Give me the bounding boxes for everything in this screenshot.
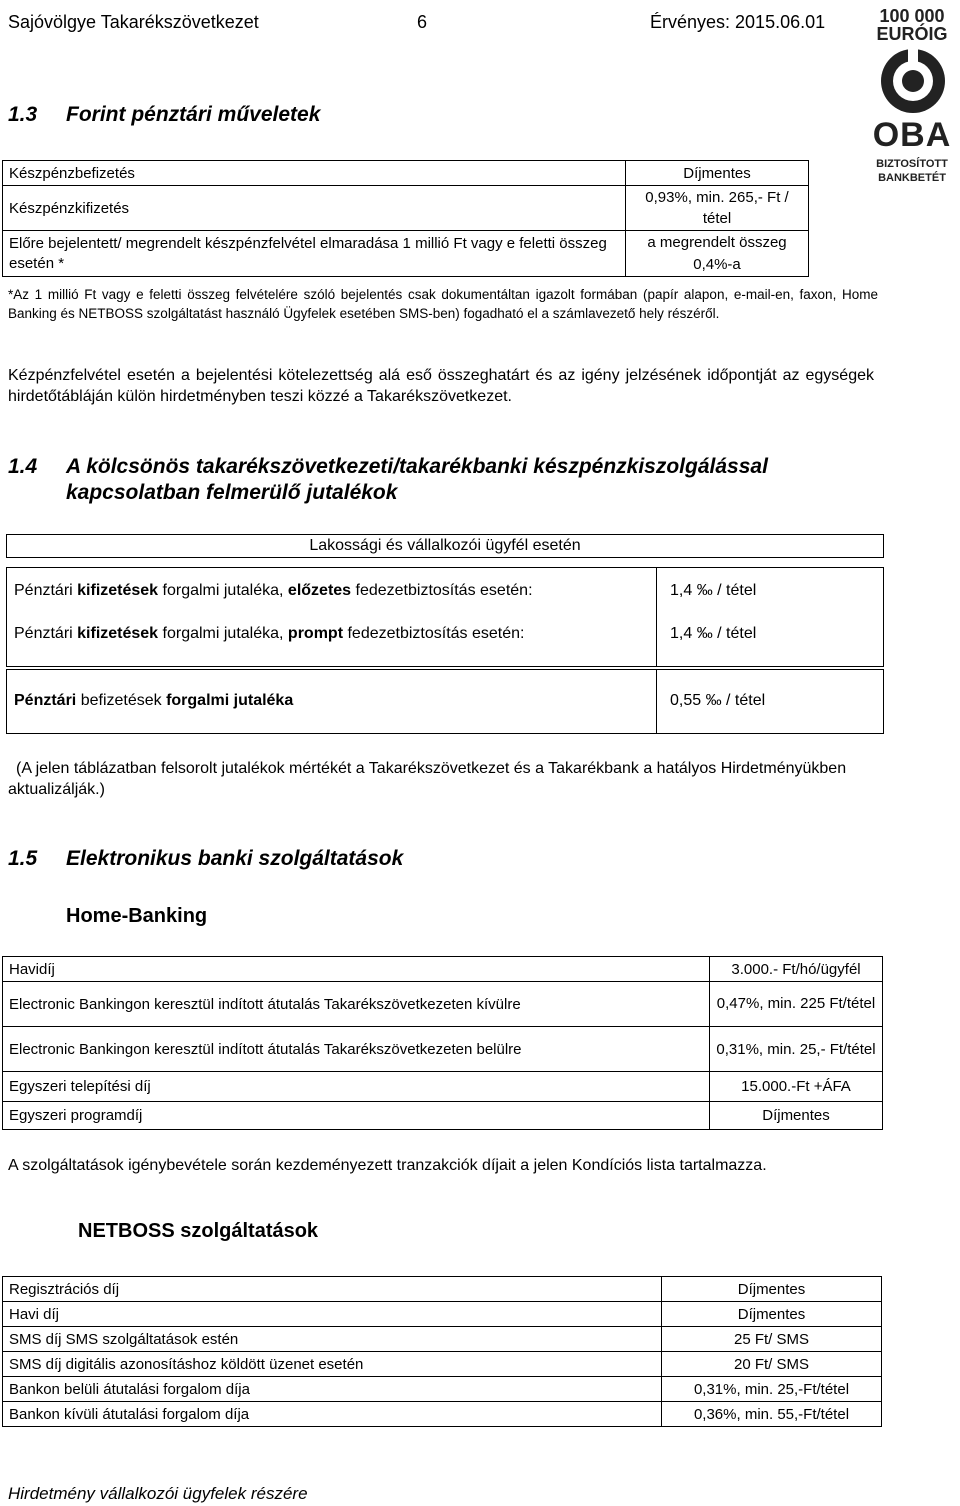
table-header-text: Lakossági és vállalkozói ügyfél esetén	[309, 537, 581, 554]
section-1-3-note: *Az 1 millió Ft vagy e feletti összeg felvételére szóló bejelentés csak dokumentáltan igazolt formában (papír alapon, e-mail-en, faxon, Home Banking és NETBOSS szolgáltatást használó Ügyfelek esetében SMS-ben) fogadható el a számlavezető hely részéről.	[8, 287, 878, 321]
row-text: fedezetbiztosítás esetén:	[343, 625, 525, 642]
table-divider	[656, 669, 657, 734]
section-1-4-number: 1.4	[8, 455, 38, 478]
table-row	[3, 186, 809, 231]
row-text-bold: prompt	[287, 625, 344, 642]
row-value: 20 Ft/ SMS	[662, 1352, 882, 1377]
row-label: Havi díj	[3, 1302, 662, 1327]
netboss-title: NETBOSS szolgáltatások	[78, 1220, 319, 1242]
logo-line3: BIZTOSÍTOTT	[876, 158, 948, 170]
row-label: Készpénzkifizetés	[3, 186, 626, 231]
table-row	[3, 982, 883, 1027]
section-1-3-paragraph: Kézpénzfelvétel esetén a bejelentési kötelezettség alá eső összeghatárt és az igény jelzésének időpontját az egységek hirdetőtábláján külön hirdetményben teszi közzé a Takarékszövetkezet.	[8, 367, 874, 405]
row-text-bold: forgalmi jutaléka	[166, 692, 294, 709]
table-row	[14, 692, 293, 710]
table-row	[3, 1102, 883, 1130]
home-banking-table	[2, 956, 883, 1130]
row-label: Bankon belüli átutalási forgalom díja	[3, 1377, 662, 1402]
table-row	[3, 161, 809, 186]
page-number: 6	[417, 12, 428, 32]
row-text-bold: kifizetések	[77, 582, 159, 599]
row-text: Pénztári	[14, 625, 78, 642]
jutalek-table	[6, 534, 884, 734]
table-row	[3, 1377, 882, 1402]
row-text-bold: kifizetések	[77, 625, 159, 642]
row-text: Pénztári	[14, 582, 78, 599]
row-value: 0,31%, min. 25,- Ft/tétel	[710, 1027, 883, 1072]
row-text-bold: előzetes	[287, 582, 352, 599]
pénztári-table	[2, 160, 809, 277]
row-value: Díjmentes	[662, 1302, 882, 1327]
row-label: Electronic Bankingon keresztül indított átutalás Takarékszövetkezeten kívülre	[3, 982, 710, 1027]
table-row	[3, 1277, 882, 1302]
shield-icon	[878, 46, 948, 116]
row-value: a megrendelt összeg 0,4%-a	[626, 231, 809, 277]
row-value: Díjmentes	[662, 1277, 882, 1302]
row-value: 0,55 ‰ / tétel	[670, 692, 766, 709]
home-banking-paragraph: A szolgáltatások igénybevétele során kezdeményezett tranzakciók díjait a jelen Kondíciós lista tartalmazza.	[8, 1157, 767, 1174]
row-label: Készpénzbefizetés	[3, 161, 626, 186]
table-row	[3, 1027, 883, 1072]
row-text-bold: Pénztári	[14, 692, 77, 709]
logo-euroig: EURÓIG	[876, 24, 948, 44]
row-text: forgalmi jutaléka,	[158, 582, 288, 599]
page-footer: Hirdetmény vállalkozói ügyfelek részére	[8, 1484, 308, 1503]
logo-line4: BANKBETÉT	[878, 172, 946, 184]
header-validity: Érvényes: 2015.06.01	[650, 12, 826, 32]
section-1-4-note: (A jelen táblázatban felsorolt jutalékok mértékét a Takarékszövetkezet és a Takarékbank a hatályos Hirdetményükben aktualizálják.)	[8, 760, 847, 798]
section-1-5-title: Elektronikus banki szolgáltatások	[66, 847, 404, 870]
row-label: Előre bejelentett/ megrendelt készpénzfelvétel elmaradása 1 millió Ft vagy e feletti összeg esetén *	[3, 231, 626, 277]
row-label: SMS díj digitális azonosításhoz köldött üzenet esetén	[3, 1352, 662, 1377]
row-label: SMS díj SMS szolgáltatások estén	[3, 1327, 662, 1352]
row-value: 15.000.-Ft +ÁFA	[710, 1072, 883, 1102]
row-value: 0,31%, min. 25,-Ft/tétel	[662, 1377, 882, 1402]
section-1-4-title-line1: A kölcsönös takarékszövetkezeti/takarékbanki készpénzkiszolgálással	[66, 455, 768, 478]
row-label: Bankon kívüli átutalási forgalom díja	[3, 1402, 662, 1427]
logo-brand: OBA	[872, 116, 952, 154]
row-value: Díjmentes	[626, 161, 809, 186]
section-1-3-title: Forint pénztári műveletek	[66, 103, 321, 126]
table-row	[3, 957, 883, 982]
row-label: Egyszeri telepítési díj	[3, 1072, 710, 1102]
row-value: 25 Ft/ SMS	[662, 1327, 882, 1352]
row-value: 0,93%, min. 265,- Ft / tétel	[626, 186, 809, 231]
netboss-table	[2, 1276, 882, 1427]
table-row	[3, 1072, 883, 1102]
section-1-4-title-line2: kapcsolatban felmerülő jutalékok	[66, 481, 398, 504]
table-row	[14, 625, 524, 643]
table-divider	[656, 567, 657, 667]
table-row	[3, 1352, 882, 1377]
row-value: 1,4 ‰ / tétel	[670, 625, 757, 642]
row-label: Egyszeri programdíj	[3, 1102, 710, 1130]
row-text: befizetések	[76, 692, 167, 709]
row-value: 1,4 ‰ / tétel	[670, 582, 757, 599]
table-row	[3, 1302, 882, 1327]
header-org: Sajóvölgye Takarékszövetkezet	[8, 12, 259, 32]
row-label: Electronic Bankingon keresztül indított átutalás Takarékszövetkezeten belülre	[3, 1027, 710, 1072]
row-text: forgalmi jutaléka,	[158, 625, 288, 642]
home-banking-title: Home-Banking	[66, 905, 208, 927]
table-row	[3, 231, 809, 277]
row-value: 0,47%, min. 225 Ft/tétel	[710, 982, 883, 1027]
row-text: fedezetbiztosítás esetén:	[351, 582, 533, 599]
logo-amount: 100 000	[879, 6, 945, 26]
row-label: Regisztrációs díj	[3, 1277, 662, 1302]
table-row	[3, 1327, 882, 1352]
table-header	[6, 534, 884, 558]
row-value: 3.000.- Ft/hó/ügyfél	[710, 957, 883, 982]
row-value: 0,36%, min. 55,-Ft/tétel	[662, 1402, 882, 1427]
table-row	[3, 1402, 882, 1427]
row-value: Díjmentes	[710, 1102, 883, 1130]
table-row	[14, 582, 533, 600]
row-label: Havidíj	[3, 957, 710, 982]
section-1-3-number: 1.3	[8, 103, 38, 126]
section-1-5-number: 1.5	[8, 847, 38, 870]
oba-logo	[868, 6, 956, 192]
